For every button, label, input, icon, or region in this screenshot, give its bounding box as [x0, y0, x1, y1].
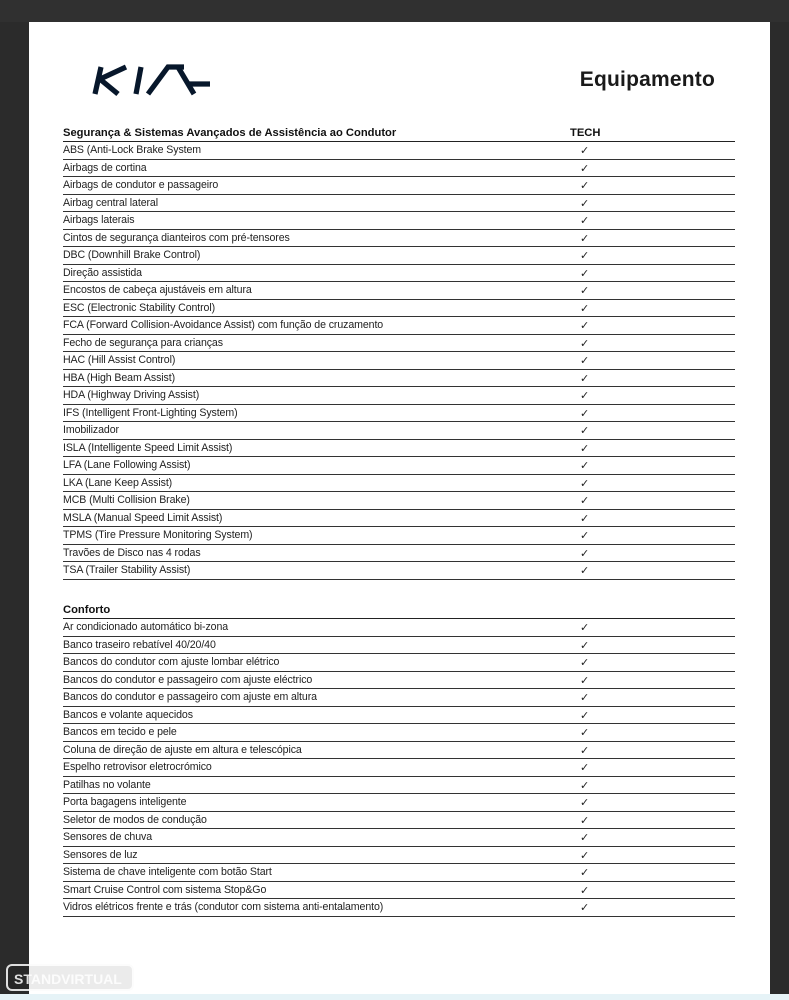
table-row [63, 160, 735, 178]
row-label: Sensores de luz [63, 848, 138, 861]
table-row [63, 619, 735, 637]
table-row [63, 864, 735, 882]
watermark-text: STANDVIRTUAL [14, 971, 122, 987]
comfort-rows [63, 619, 735, 917]
checkmark-icon: ✓ [580, 849, 590, 862]
checkmark-icon: ✓ [580, 902, 590, 914]
row-label: HBA (High Beam Assist) [63, 371, 176, 384]
row-label: ABS (Anti-Lock Brake System [63, 144, 202, 156]
table-row [63, 440, 735, 458]
checkmark-icon: ✓ [580, 267, 590, 280]
row-label: DBC (Downhill Brake Control) [63, 249, 201, 261]
table-row [63, 812, 735, 830]
table-row [63, 759, 735, 777]
checkmark-icon: ✓ [580, 442, 590, 455]
row-label: ISLA (Intelligente Speed Limit Assist) [63, 441, 233, 454]
row-label: LKA (Lane Keep Assist) [63, 476, 173, 489]
table-row [63, 882, 735, 900]
row-label: Sistema de chave inteligente com botão Start [63, 866, 272, 878]
table-row [63, 405, 735, 423]
row-label: TSA (Trailer Stability Assist) [63, 564, 191, 576]
table-row [63, 475, 735, 493]
checkmark-icon: ✓ [580, 162, 590, 175]
table-row [63, 637, 735, 655]
safety-rows [63, 142, 735, 580]
table-row [63, 230, 735, 248]
row-label: Porta bagagens inteligente [63, 796, 187, 808]
table-row [63, 545, 735, 563]
column-header-tech: TECH [570, 127, 601, 139]
table-row [63, 387, 735, 405]
table-row [63, 672, 735, 690]
checkmark-icon: ✓ [580, 320, 590, 332]
checkmark-icon: ✓ [580, 355, 590, 367]
row-label: HDA (Highway Driving Assist) [63, 389, 200, 401]
row-label: Bancos em tecido e pele [63, 726, 177, 738]
table-row [63, 212, 735, 230]
table-row [63, 777, 735, 795]
checkmark-icon: ✓ [580, 180, 590, 192]
checkmark-icon: ✓ [580, 512, 590, 525]
row-label: Patilhas no volante [63, 778, 151, 791]
checkmark-icon: ✓ [580, 622, 590, 634]
comfort-section [63, 601, 735, 917]
table-row [63, 265, 735, 283]
row-label: Airbag central lateral [63, 196, 158, 209]
bottom-strip [0, 994, 789, 1000]
checkmark-icon: ✓ [580, 867, 590, 879]
row-label: Bancos e volante aquecidos [63, 708, 193, 721]
table-row [63, 829, 735, 847]
row-label: ESC (Electronic Stability Control) [63, 301, 216, 314]
section-header [63, 124, 735, 142]
section-header [63, 601, 735, 619]
checkmark-icon: ✓ [580, 337, 590, 350]
row-label: Seletor de modos de condução [63, 813, 207, 826]
checkmark-icon: ✓ [580, 884, 590, 897]
row-label: Smart Cruise Control com sistema Stop&Go [63, 883, 267, 896]
row-label: Banco traseiro rebatível 40/20/40 [63, 638, 216, 651]
checkmark-icon: ✓ [580, 197, 590, 210]
table-row [63, 352, 735, 370]
table-row [63, 282, 735, 300]
row-label: TPMS (Tire Pressure Monitoring System) [63, 529, 253, 541]
table-row [63, 195, 735, 213]
row-label: Ar condicionado automático bi-zona [63, 621, 229, 633]
section-title: Conforto [63, 604, 111, 616]
table-row [63, 654, 735, 672]
row-label: Bancos do condutor e passageiro com ajuste eléctrico [63, 673, 313, 686]
table-row [63, 422, 735, 440]
checkmark-icon: ✓ [580, 530, 590, 542]
row-label: HAC (Hill Assist Control) [63, 354, 176, 366]
checkmark-icon: ✓ [580, 460, 590, 472]
table-row [63, 510, 735, 528]
row-label: Fecho de segurança para crianças [63, 336, 223, 349]
row-label: Airbags laterais [63, 214, 135, 226]
row-label: Direção assistida [63, 266, 142, 279]
row-label: Coluna de direção de ajuste em altura e telescópica [63, 743, 302, 756]
row-label: Travões de Disco nas 4 rodas [63, 546, 201, 559]
checkmark-icon: ✓ [580, 145, 590, 157]
checkmark-icon: ✓ [580, 797, 590, 809]
checkmark-icon: ✓ [580, 390, 590, 402]
checkmark-icon: ✓ [580, 547, 590, 560]
checkmark-icon: ✓ [580, 565, 590, 577]
row-label: FCA (Forward Collision-Avoidance Assist) com função de cruzamento [63, 319, 384, 331]
row-label: Sensores de chuva [63, 831, 152, 843]
table-row [63, 317, 735, 335]
row-label: MSLA (Manual Speed Limit Assist) [63, 511, 223, 524]
safety-section [63, 124, 735, 580]
table-row [63, 689, 735, 707]
checkmark-icon: ✓ [580, 832, 590, 844]
table-row [63, 177, 735, 195]
row-label: Cintos de segurança dianteiros com pré-tensores [63, 231, 290, 244]
checkmark-icon: ✓ [580, 727, 590, 739]
checkmark-icon: ✓ [580, 495, 590, 507]
row-label: Imobilizador [63, 424, 119, 436]
checkmark-icon: ✓ [580, 674, 590, 687]
checkmark-icon: ✓ [580, 407, 590, 420]
checkmark-icon: ✓ [580, 372, 590, 385]
checkmark-icon: ✓ [580, 762, 590, 774]
row-label: Vidros elétricos frente e trás (condutor com sistema anti-entalamento) [63, 901, 384, 913]
row-label: Airbags de condutor e passageiro [63, 179, 219, 191]
checkmark-icon: ✓ [580, 814, 590, 827]
checkmark-icon: ✓ [580, 692, 590, 704]
table-row [63, 335, 735, 353]
table-row [63, 457, 735, 475]
checkmark-icon: ✓ [580, 285, 590, 297]
table-row [63, 247, 735, 265]
checkmark-icon: ✓ [580, 779, 590, 792]
table-row [63, 794, 735, 812]
section-title: Segurança & Sistemas Avançados de Assistência ao Condutor [63, 127, 397, 139]
row-label: Bancos do condutor e passageiro com ajuste em altura [63, 691, 317, 703]
checkmark-icon: ✓ [580, 657, 590, 669]
page-title: Equipamento [579, 68, 715, 91]
kia-logo [92, 64, 214, 96]
table-row [63, 492, 735, 510]
checkmark-icon: ✓ [580, 709, 590, 722]
checkmark-icon: ✓ [580, 302, 590, 315]
row-label: Airbags de cortina [63, 161, 147, 174]
document-page [29, 22, 770, 1000]
checkmark-icon: ✓ [580, 425, 590, 437]
checkmark-icon: ✓ [580, 215, 590, 227]
table-row [63, 847, 735, 865]
table-row [63, 707, 735, 725]
table-row [63, 742, 735, 760]
table-row [63, 899, 735, 917]
row-label: MCB (Multi Collision Brake) [63, 494, 190, 506]
table-row [63, 300, 735, 318]
checkmark-icon: ✓ [580, 250, 590, 262]
table-row [63, 562, 735, 580]
row-label: Espelho retrovisor eletrocrómico [63, 761, 212, 773]
checkmark-icon: ✓ [580, 744, 590, 757]
table-row [63, 724, 735, 742]
row-label: Bancos do condutor com ajuste lombar elétrico [63, 656, 280, 668]
row-label: Encostos de cabeça ajustáveis em altura [63, 284, 252, 296]
row-label: LFA (Lane Following Assist) [63, 459, 191, 471]
table-row [63, 370, 735, 388]
table-row [63, 142, 735, 160]
checkmark-icon: ✓ [580, 232, 590, 245]
watermark-logo [6, 964, 134, 991]
viewer-top-bar [0, 0, 789, 22]
checkmark-icon: ✓ [580, 477, 590, 490]
table-row [63, 527, 735, 545]
checkmark-icon: ✓ [580, 639, 590, 652]
row-label: IFS (Intelligent Front-Lighting System) [63, 406, 238, 419]
